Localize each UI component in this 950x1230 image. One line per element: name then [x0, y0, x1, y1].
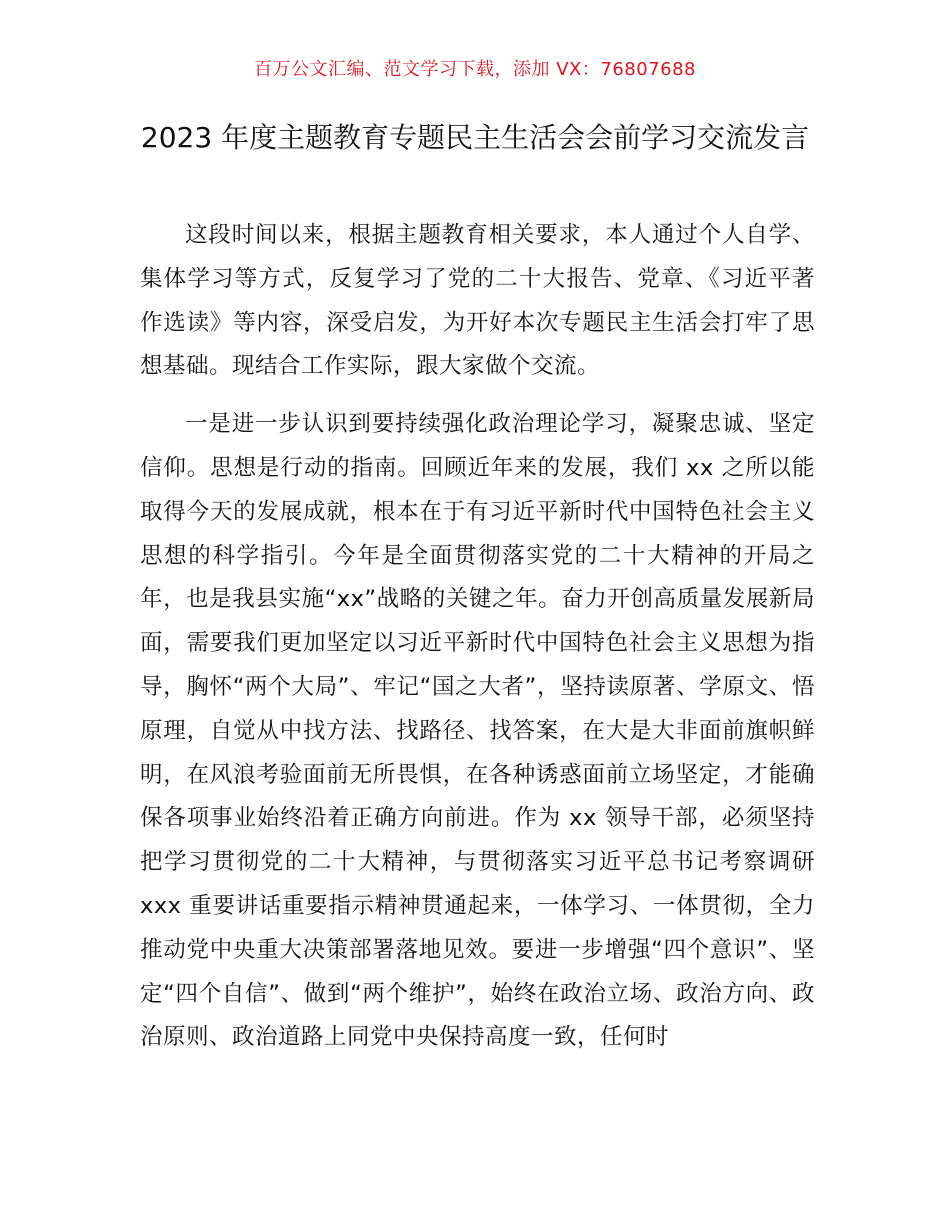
paragraph-intro: 这段时间以来，根据主题教育相关要求，本人通过个人自学、集体学习等方式，反复学习了党的二十大报告、党章、《习近平著作选读》等内容，深受启发，为开好本次专题民主生活会打牢了思想基础。现结合工作实际，跟大家做个交流。 [140, 222, 815, 380]
header-promo-note: 百万公文汇编、范文学习下载，添加 VX：76807688 [254, 59, 696, 80]
document-title: 2023 年度主题教育专题民主生活会会前学习交流发言 [140, 121, 810, 154]
paragraph-point-one: 一是进一步认识到要持续强化政治理论学习，凝聚忠诚、坚定信仰。思想是行动的指南。回顾近年来的发展，我们 xx 之所以能取得今天的发展成就，根本在于有习近平新时代中国特色社会主义思想的科学指引。今年是全面贯彻落实党的二十大精神的开局之年，也是我县实施“xx”战略的关键之年。奋力开创高质量发展新局面，需要我们更加坚定以习近平新时代中国特色社会主义思想为指导，胸怀“两个大局”、牢记“国之大者”，坚持读原著、学原文、悟原理，自觉从中找方法、找路径、找答案，在大是大非面前旗帜鲜明，在风浪考验面前无所畏惧，在各种诱惑面前立场坚定，才能确保各项事业始终沿着正确方向前进。作为 xx 领导干部，必须坚持把学习贯彻党的二十大精神，与贯彻落实习近平总书记考察调研 xxx 重要讲话重要指示精神贯通起来，一体学习、一体贯彻，全力推动党中央重大决策部署落地见效。要进一步增强“四个意识”、坚定“四个自信”、做到“两个维护”，始终在政治立场、政治方向、政治原则、政治道路上同党中央保持高度一致，任何时 [140, 411, 815, 1051]
document-body [140, 214, 815, 1074]
